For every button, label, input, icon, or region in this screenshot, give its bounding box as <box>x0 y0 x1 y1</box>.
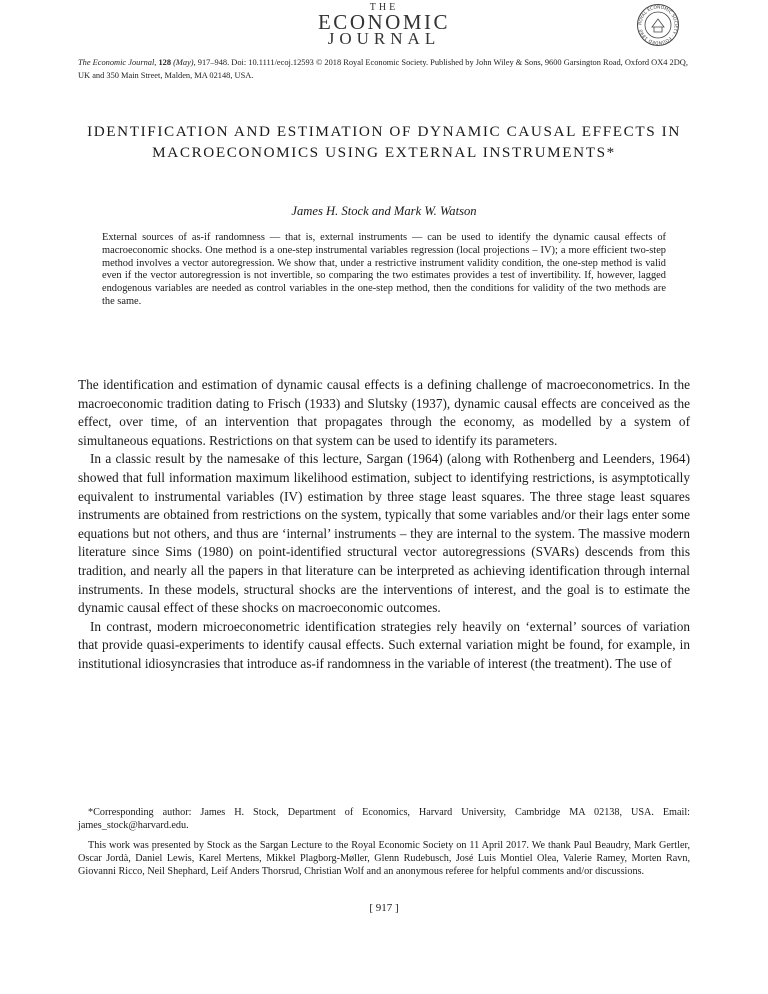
masthead-journal: JOURNAL <box>327 29 441 48</box>
masthead-the: THE <box>369 2 399 13</box>
footnote-acknowledgements: This work was presented by Stock as the Sargan Lecture to the Royal Economic Society on 11 April 2017. We thank Paul Beaudry, Mark Gertler, Oscar Jordà, Daniel Lewis, Karel Mertens, Mikkel Plagborg-Møller, Glenn Rudebusch, José Luis Montiel Olea, Valerie Ramey, Morten Ravn, Giovanni Ricco, Neil Shephard, Leif Anders Thorsrud, Christian Wolf and an anonymous referee for helpful comments and/or discussions. <box>78 840 690 877</box>
masthead-economic: ECONOMIC <box>317 10 450 34</box>
footnote-corresponding-author: *Corresponding author: James H. Stock, Department of Economics, Harvard University, Cambridge MA 02138, USA. Email: james_stock@harvard.edu. <box>78 807 690 831</box>
citation-month: (May) <box>173 58 194 67</box>
citation-volume: 128 <box>158 58 172 67</box>
citation-journal: The Economic Journal <box>78 58 155 67</box>
footnotes <box>78 806 690 885</box>
article-body <box>78 376 690 674</box>
citation-line: The Economic Journal, 128 (May), 917–948. Doi: 10.1111/ecoj.12593 © 2018 Royal Economic Society. Published by John Wiley & Sons, 9600 Garsington Road, Oxford OX4 2DQ, UK and 350 Main Street, Malden, MA 02148, USA. <box>78 58 688 80</box>
abstract: External sources of as-if randomness — that is, external instruments — can be used to identify the dynamic causal effects of macroeconomic shocks. One method is a one-step instrumental variables regression (local projections – IV); a more efficient two-step method involves a vector autoregression. We show that, under a restrictive instrument validity condition, the one-step method is valid even if the vector autoregression is not invertible, so comparing the two estimates provides a test of invertibility. If, however, lagged endogenous variables are needed as control variables in the one-step method, then the conditions for validity of the two methods are the same. <box>102 232 666 307</box>
page-number: [ 917 ] <box>369 902 399 914</box>
journal-masthead <box>0 0 768 50</box>
seal-text: ROYAL ECONOMIC SOCIETY · FOUNDED 1890 <box>638 5 678 45</box>
article-title: IDENTIFICATION AND ESTIMATION OF DYNAMIC CAUSAL EFFECTS IN MACROECONOMICS USING EXTERNAL INSTRUMENTS* <box>87 123 681 161</box>
citation-rest: , 917–948. Doi: 10.1111/ecoj.12593 © 2018 Royal Economic Society. Published by John Wiley & Sons, 9600 Garsington Road, Oxford OX4 2DQ, UK and 350 Main Street, Malden, MA 02148, USA. <box>78 58 688 80</box>
body-paragraph: In contrast, modern microeconometric identification strategies rely heavily on ‘external’ sources of variation that provide quasi-experiments to identify causal effects. Such external variation might be found, for example, in institutional idiosyncrasies that introduce as-if randomness in the variable of interest (the treatment). The use of <box>78 618 690 671</box>
body-paragraph: In a classic result by the namesake of this lecture, Sargan (1964) (along with Rothenberg and Leenders, 1964) showed that full information maximum likelihood estimation, subject to identifying restrictions, is asymptotically equivalent to instrumental variables (IV) estimation by three stage least squares. The three stage least squares instruments are obtained from restrictions on the system, typically that some variables and/or their lags enter some equations but not others, and thus are ‘internal’ instruments – they are internal to the system. The massive modern literature since Sims (1980) on point-identified structural vector autoregressions (SVARs) descends from this tradition, and nearly all the papers in that literature can be interpreted as achieving identification through internal instruments. In these models, structural shocks are the interventions of interest, and the goal is to estimate the dynamic causal effect of these shocks on macroeconomic outcomes. <box>78 451 690 616</box>
body-paragraph: The identification and estimation of dynamic causal effects is a defining challenge of macroeconometrics. In the macroeconomic tradition dating to Frisch (1933) and Slutsky (1937), dynamic causal effects are conceived as the effect, over time, of an intervention that propagates through the economy, as modelled by a system of simultaneous equations. Restrictions on that system can be used to identify its parameters. <box>78 377 690 448</box>
article-authors: James H. Stock and Mark W. Watson <box>291 204 477 218</box>
royal-economic-society-seal-icon <box>636 3 680 47</box>
